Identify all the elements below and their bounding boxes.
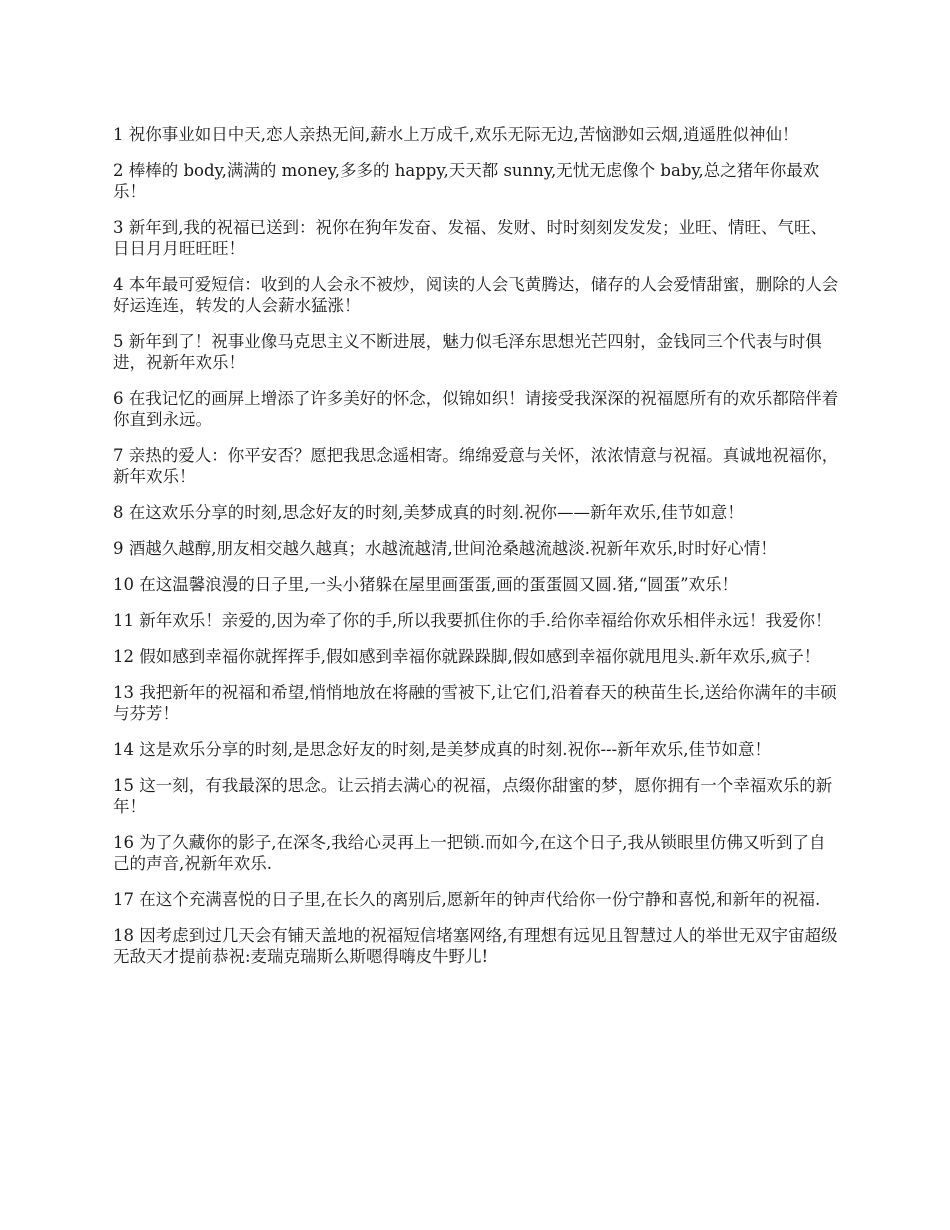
greeting-10: 10 在这温馨浪漫的日子里,一头小猪躲在屋里画蛋蛋,画的蛋蛋圆又圆.猪,“圆蛋”欢乐！ xyxy=(113,575,739,594)
greeting-4: 4 本年最可爱短信：收到的人会永不被炒，阅读的人会飞黄腾达，储存的人会爱情甜蜜，删除的人会好运连连，转发的人会薪水猛涨！ xyxy=(113,275,839,315)
greeting-18: 18 因考虑到过几天会有铺天盖地的祝福短信堵塞网络,有理想有远见且智慧过人的举世无双宇宙超级无敌天才提前恭祝:麦瑞克瑞斯么斯嗯得嗨皮牛野儿! xyxy=(113,926,838,966)
document-body xyxy=(113,124,841,982)
greeting-13: 13 我把新年的祝福和希望,悄悄地放在将融的雪被下,让它们,沿着春天的秧苗生长,送给你满年的丰硕与芬芳！ xyxy=(113,683,837,723)
greeting-12: 12 假如感到幸福你就挥挥手,假如感到幸福你就跺跺脚,假如感到幸福你就甩甩头.新年欢乐,疯子！ xyxy=(113,647,821,666)
greeting-5: 5 新年到了！祝事业像马克思主义不断进展，魅力似毛泽东思想光芒四射，金钱同三个代表与时俱进，祝新年欢乐！ xyxy=(113,332,822,372)
greeting-6: 6 在我记忆的画屏上增添了许多美好的怀念，似锦如织！请接受我深深的祝福愿所有的欢乐都陪伴着你直到永远。 xyxy=(113,389,839,429)
greeting-9: 9 酒越久越醇,朋友相交越久越真；水越流越清,世间沧桑越流越淡.祝新年欢乐,时时好心情！ xyxy=(113,539,777,558)
greeting-14: 14 这是欢乐分享的时刻,是思念好友的时刻,是美梦成真的时刻.祝你---新年欢乐,佳节如意！ xyxy=(113,740,771,759)
greeting-3: 3 新年到,我的祝福已送到：祝你在狗年发奋、发福、发财、时时刻刻发发发；业旺、情旺、气旺、日日月月旺旺旺！ xyxy=(113,218,827,258)
greeting-16: 16 为了久藏你的影子,在深冬,我给心灵再上一把锁.而如今,在这个日子,我从锁眼里仿佛又听到了自己的声音,祝新年欢乐. xyxy=(113,833,826,873)
greeting-17: 17 在这个充满喜悦的日子里,在长久的离别后,愿新年的钟声代给你一份宁静和喜悦,和新年的祝福. xyxy=(113,890,821,909)
greeting-7: 7 亲热的爱人：你平安否？愿把我思念遥相寄。绵绵爱意与关怀，浓浓情意与祝福。真诚地祝福你，新年欢乐！ xyxy=(113,446,839,486)
greeting-2: 2 棒棒的 body,满满的 money,多多的 happy,天天都 sunny,无忧无虑像个 baby,总之猪年你最欢乐！ xyxy=(113,161,820,201)
greeting-15: 15 这一刻，有我最深的思念。让云捎去满心的祝福，点缀你甜蜜的梦，愿你拥有一个幸福欢乐的新年！ xyxy=(113,776,833,816)
greeting-8: 8 在这欢乐分享的时刻,思念好友的时刻,美梦成真的时刻.祝你——新年欢乐,佳节如意！ xyxy=(113,503,744,522)
greeting-1: 1 祝你事业如日中天,恋人亲热无间,薪水上万成千,欢乐无际无边,苦恼渺如云烟,逍遥胜似神仙！ xyxy=(113,125,799,144)
greeting-11: 11 新年欢乐！亲爱的,因为牵了你的手,所以我要抓住你的手.给你幸福给你欢乐相伴永远！我爱你！ xyxy=(113,611,832,630)
